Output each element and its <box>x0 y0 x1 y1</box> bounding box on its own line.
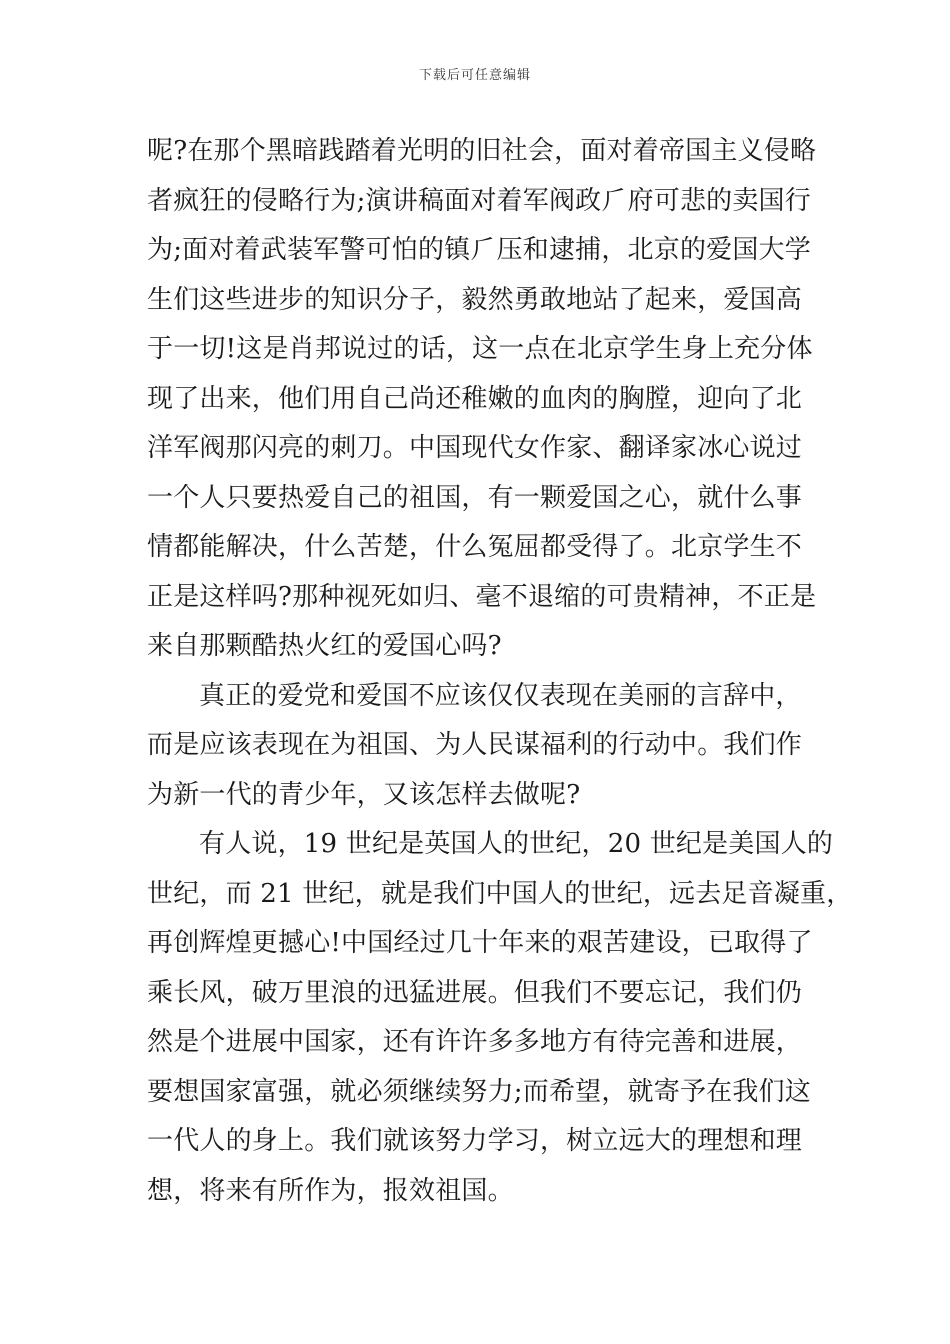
paragraph-2 <box>147 672 827 821</box>
text-line: 乘长风，破万里浪的迅猛进展。但我们不要忘记，我们仍 <box>147 977 803 1008</box>
text-line: 情都能解决，什么苦楚，什么冤屈都受得了。北京学生不 <box>147 532 803 562</box>
paragraph-1 <box>147 127 827 672</box>
text-line: 一个人只要热爱自己的祖国，有一颗爱国之心，就什么事 <box>147 482 803 513</box>
text-line: 而是应该表现在为祖国、为人民谋福利的行动中。我们作 <box>147 730 803 760</box>
text-line: 为;面对着武装军警可怕的镇⺁压和逮捕，北京的爱国大学 <box>147 235 811 265</box>
page-header: 下载后可任意编辑 <box>418 68 531 83</box>
text-line: 洋军阀那闪亮的刺刀。中国现代女作家、翻译家冰心说过 <box>147 433 803 463</box>
text-line: 再创辉煌更撼心!中国经过几十年来的艰苦建设，已取得了 <box>147 928 813 958</box>
text-line: 生们这些进步的知识分子，毅然勇敢地站了起来，爱国高 <box>147 284 803 315</box>
text-line: 来自那颗酷热火红的爱国心吗? <box>147 631 502 661</box>
document-body <box>147 127 853 1216</box>
text-line: 者疯狂的侵略行为;演讲稿面对着军阀政⺁府可悲的卖国行 <box>147 185 811 216</box>
text-line: 为新一代的青少年，又该怎样去做呢? <box>147 779 581 810</box>
text-line: 一代人的身上。我们就该努力学习，树立远大的理想和理 <box>147 1126 803 1156</box>
text-line: 呢?在那个黑暗践踏着光明的旧社会，面对着帝国主义侵略 <box>147 136 817 166</box>
text-line: 现了出来，他们用自己尚还稚嫩的血肉的胸膛，迎向了北 <box>147 383 803 414</box>
text-line: 正是这样吗?那种视死如归、毫不退缩的可贵精神，不正是 <box>147 581 817 612</box>
text-line: 然是个进展中国家，还有许许多多地方有待完善和进展， <box>147 1027 803 1057</box>
text-line: 真正的爱党和爱国不应该仅仅表现在美丽的言辞中， <box>199 680 802 711</box>
text-line: 世纪，而 21 世纪，就是我们中国人的世纪，远去足音凝重， <box>147 878 853 909</box>
text-line: 想，将来有所作为，报效祖国。 <box>147 1175 514 1206</box>
paragraph-3 <box>147 820 853 1216</box>
text-line: 于一切!这是肖邦说过的话，这一点在北京学生身上充分体 <box>147 334 813 364</box>
text-line: 要想国家富强，就必须继续努力;而希望，就寄予在我们这 <box>147 1076 811 1107</box>
text-line: 有人说，19 世纪是英国人的世纪，20 世纪是美国人的 <box>199 829 834 859</box>
